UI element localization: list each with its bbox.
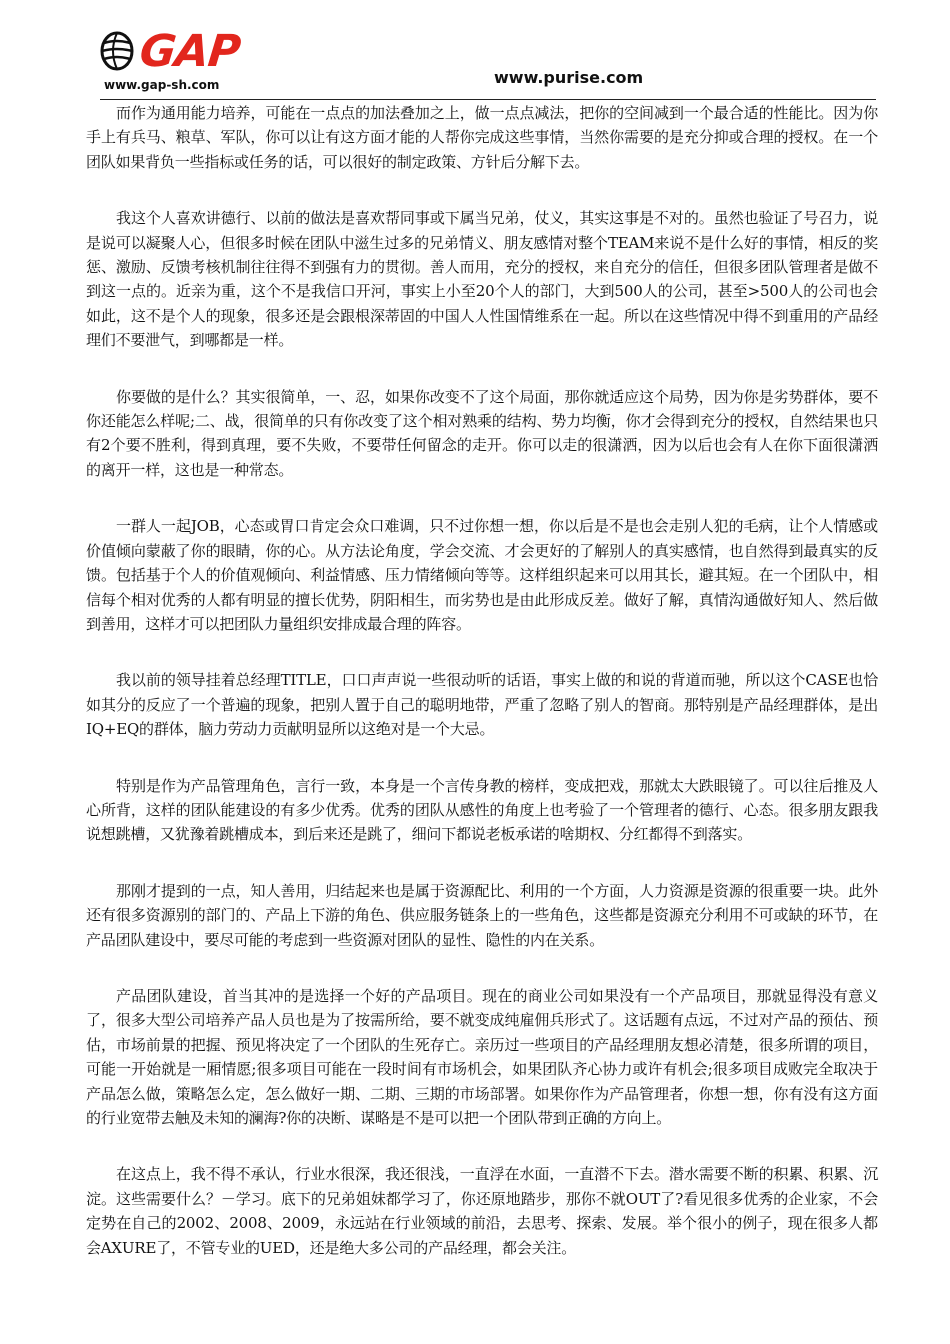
page-header xyxy=(0,0,950,104)
paragraph: 在这点上，我不得不承认，行业水很深，我还很浅，一直浮在水面，一直潜不下去。潜水需要不断的积累、积累、沉淀。这些需要什么？－学习。底下的兄弟姐妹都学习了，你还原地踏步，那你不就OUT了?看见很多优秀的企业家，不会定势在自己的2002、2008、2009，永远站在行业领域的前沿，去思考、探索、发展。举个很小的例子，现在很多人都会AXURE了，不管专业的UED，还是绝大多公司的产品经理，都会关注。 xyxy=(86,1165,878,1257)
paragraph: 我以前的领导挂着总经理TITLE，口口声声说一些很动听的话语，事实上做的和说的背道而驰，所以这个CASE也恰如其分的反应了一个普遍的现象，把别人置于自己的聪明地带，严重了忽略了别人的智商。那特别是产品经理群体，是出IQ+EQ的群体，脑力劳动力贡献明显所以这绝对是一个大忌。 xyxy=(86,671,878,739)
paragraph: 产品团队建设，首当其冲的是选择一个好的产品项目。现在的商业公司如果没有一个产品项目，那就显得没有意义了，很多大型公司培养产品人员也是为了按需所给，要不就变成纯雇佣兵形式了。这话题有点远，不过对产品的预估、预估，市场前景的把握、预见将决定了一个团队的生死存亡。亲历过一些项目的产品经理朋友想必清楚，很多所谓的项目，可能一开始就是一厢情愿;很多项目可能在一段时间有市场机会，如果团队齐心协力或许有机会;很多项目成败完全取决于产品怎么做，策略怎么定，怎么做好一期、二期、三期的市场部署。如果你作为产品管理者，你想一想，你有没有这方面的行业宽带去触及未知的澜海?你的决断、谋略是不是可以把一个团队带到正确的方向上。 xyxy=(86,986,878,1127)
paragraph: 我这个人喜欢讲德行、以前的做法是喜欢帮同事或下属当兄弟，仗义，其实这事是不对的。虽然也验证了号召力，说是说可以凝聚人心，但很多时候在团队中滋生过多的兄弟情义、朋友感情对整个TEAM来说不是什么好的事情，相反的奖惩、激励、反馈考核机制往往得不到强有力的贯彻。善人而用，充分的授权，来自充分的信任，但很多团队管理者是做不到这一点的。近亲为重，这个不是我信口开河，事实上小至20个人的部门，大到500人的公司，甚至>500人的公司也会如此，这不是个人的现象，很多还是会跟根深蒂固的中国人人性国情维系在一起。所以在这些情况中得不到重用的产品经理们不要泄气，到哪都是一样。 xyxy=(86,209,878,350)
paragraph: 那刚才提到的一点，知人善用，归结起来也是属于资源配比、利用的一个方面，人力资源是资源的很重要一块。此外还有很多资源别的部门的、产品上下游的角色、供应服务链条上的一些角色，这些都是资源充分利用不可或缺的环节，在产品团队建设中，要尽可能的考虑到一些资源对团队的显性、隐性的内在关系。 xyxy=(86,881,878,949)
logo-url[interactable]: www.gap-sh.com xyxy=(104,78,220,92)
globe-icon xyxy=(100,30,134,72)
gap-logo xyxy=(100,26,260,94)
header-divider xyxy=(100,99,876,100)
paragraph: 而作为通用能力培养，可能在一点点的加法叠加之上，做一点点减法，把你的空间减到一个最合适的性能比。因为你手上有兵马、粮草、军队，你可以让有这方面才能的人帮你完成这些事情，当然你需要的是充分抑或合理的授权。在一个团队如果背负一些指标或任务的话，可以很好的制定政策、方针后分解下去。 xyxy=(86,104,878,171)
site-url[interactable]: www.purise.com xyxy=(494,68,644,87)
logo-wordmark: GAP xyxy=(137,26,243,77)
paragraph: 特别是作为产品管理角色，言行一致，本身是一个言传身教的榜样，变成把戏，那就太大跌眼镜了。可以往后推及人心所背，这样的团队能建设的有多少优秀。优秀的团队从感性的角度上也考验了一个管理者的德行、心态。很多朋友跟我说想跳槽，又犹豫着跳槽成本，到后来还是跳了，细问下都说老板承诺的啥期权、分红都得不到落实。 xyxy=(86,776,878,844)
paragraph: 你要做的是什么？其实很简单，一、忍，如果你改变不了这个局面，那你就适应这个局势，因为你是劣势群体，要不你还能怎么样呢;二、战，很简单的只有你改变了这个相对熟乘的结构、势力均衡，你才会得到充分的授权，自然结果也只有2个要不胜利，得到真理，要不失败，不要带任何留念的走开。你可以走的很潇洒，因为以后也会有人在你下面很潇洒的离开一样，这也是一种常态。 xyxy=(86,387,878,479)
article-body xyxy=(86,101,878,1292)
paragraph: 一群人一起JOB，心态或胃口肯定会众口难调，只不过你想一想，你以后是不是也会走别人犯的毛病，让个人情感或价值倾向蒙蔽了你的眼睛，你的心。从方法论角度，学会交流、才会更好的了解别人的真实感情，也自然得到最真实的反馈。包括基于个人的价值观倾向、利益情感、压力情绪倾向等等。这样组织起来可以用其长，避其短。在一个团队中，相信每个相对优秀的人都有明显的擅长优势，阴阳相生，而劣势也是由此形成反差。做好了解，真情沟通做好知人、然后做到善用，这样才可以把团队力量组织安排成最合理的阵容。 xyxy=(86,517,878,633)
